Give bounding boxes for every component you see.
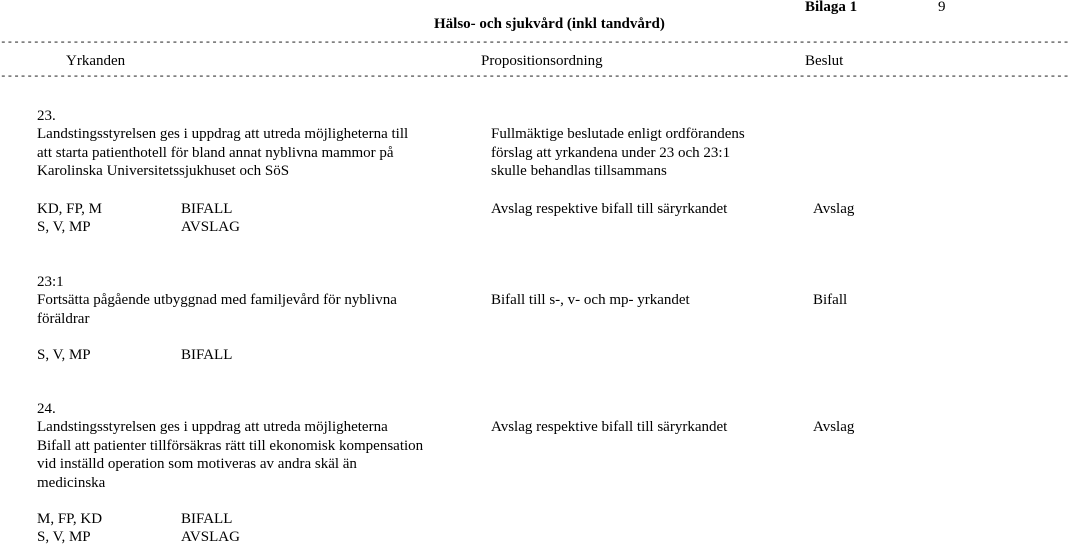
beslut-text: Avslag xyxy=(813,419,855,435)
motion-text-line: vid inställd operation som motiveras av andra skäl än xyxy=(37,456,357,472)
motion-text-line: föräldrar xyxy=(37,310,90,327)
beslut-text: Bifall xyxy=(813,292,848,308)
beslut-text: Avslag xyxy=(813,201,855,217)
dashed-rule-top: ------------------------------------------------------------------------------------------------------------------------------------------------------------------ xyxy=(0,37,1069,49)
column-header-beslut: Beslut xyxy=(805,53,844,69)
item-number: 24. xyxy=(37,401,56,417)
proposition-text: Bifall till s-, v- och mp- yrkandet xyxy=(491,292,690,308)
proposition-text: Avslag respektive bifall till säryrkandet xyxy=(491,419,728,435)
vote-parties: S, V, MP xyxy=(37,529,91,545)
proposition-text: Avslag respektive bifall till säryrkandet xyxy=(491,201,728,217)
decision-text-line: förslag att yrkandena under 23 och 23:1 xyxy=(491,144,731,161)
column-header-yrkanden: Yrkanden xyxy=(66,53,126,69)
motion-text-line: att starta patienthotell för bland annat nyblivna mammor på xyxy=(37,144,394,161)
vote-result: BIFALL xyxy=(181,201,233,217)
motion-text-line: Fortsätta pågående utbyggnad med familjevård för nyblivna xyxy=(37,292,397,308)
vote-result: BIFALL xyxy=(181,511,233,527)
item-number: 23:1 xyxy=(37,274,64,290)
page-title: Hälso- och sjukvård (inkl tandvård) xyxy=(434,16,665,32)
item-number: 23. xyxy=(37,108,56,124)
page-number: 9 xyxy=(938,0,946,15)
column-header-propositionsordning: Propositionsordning xyxy=(481,53,603,69)
motion-text-line: Karolinska Universitetssjukhuset och SöS xyxy=(37,163,290,179)
motion-text-line: Landstingsstyrelsen ges i uppdrag att utreda möjligheterna xyxy=(37,419,388,435)
vote-result: BIFALL xyxy=(181,347,233,363)
motion-text xyxy=(37,418,487,492)
motion-text xyxy=(37,125,477,181)
decision-text-line: Fullmäktige beslutade enligt ordförandens xyxy=(491,126,745,142)
vote-result: AVSLAG xyxy=(181,219,240,235)
vote-result: AVSLAG xyxy=(181,529,240,545)
motion-text xyxy=(37,291,477,328)
motion-text-line: Landstingsstyrelsen ges i uppdrag att utreda möjligheterna till xyxy=(37,126,409,142)
vote-parties: S, V, MP xyxy=(37,347,91,363)
dashed-rule-bottom: ------------------------------------------------------------------------------------------------------------------------------------------------------------------ xyxy=(0,71,1069,83)
motion-text-line: medicinska xyxy=(37,474,106,491)
decision-text xyxy=(491,125,791,181)
vote-parties: KD, FP, M xyxy=(37,201,103,217)
bilaga-label: Bilaga 1 xyxy=(805,0,858,15)
decision-text-line: skulle behandlas tillsammans xyxy=(491,163,667,179)
vote-parties: M, FP, KD xyxy=(37,511,103,527)
vote-parties: S, V, MP xyxy=(37,219,91,235)
motion-text-line: Bifall att patienter tillförsäkras rätt till ekonomisk kompensation xyxy=(37,437,424,454)
